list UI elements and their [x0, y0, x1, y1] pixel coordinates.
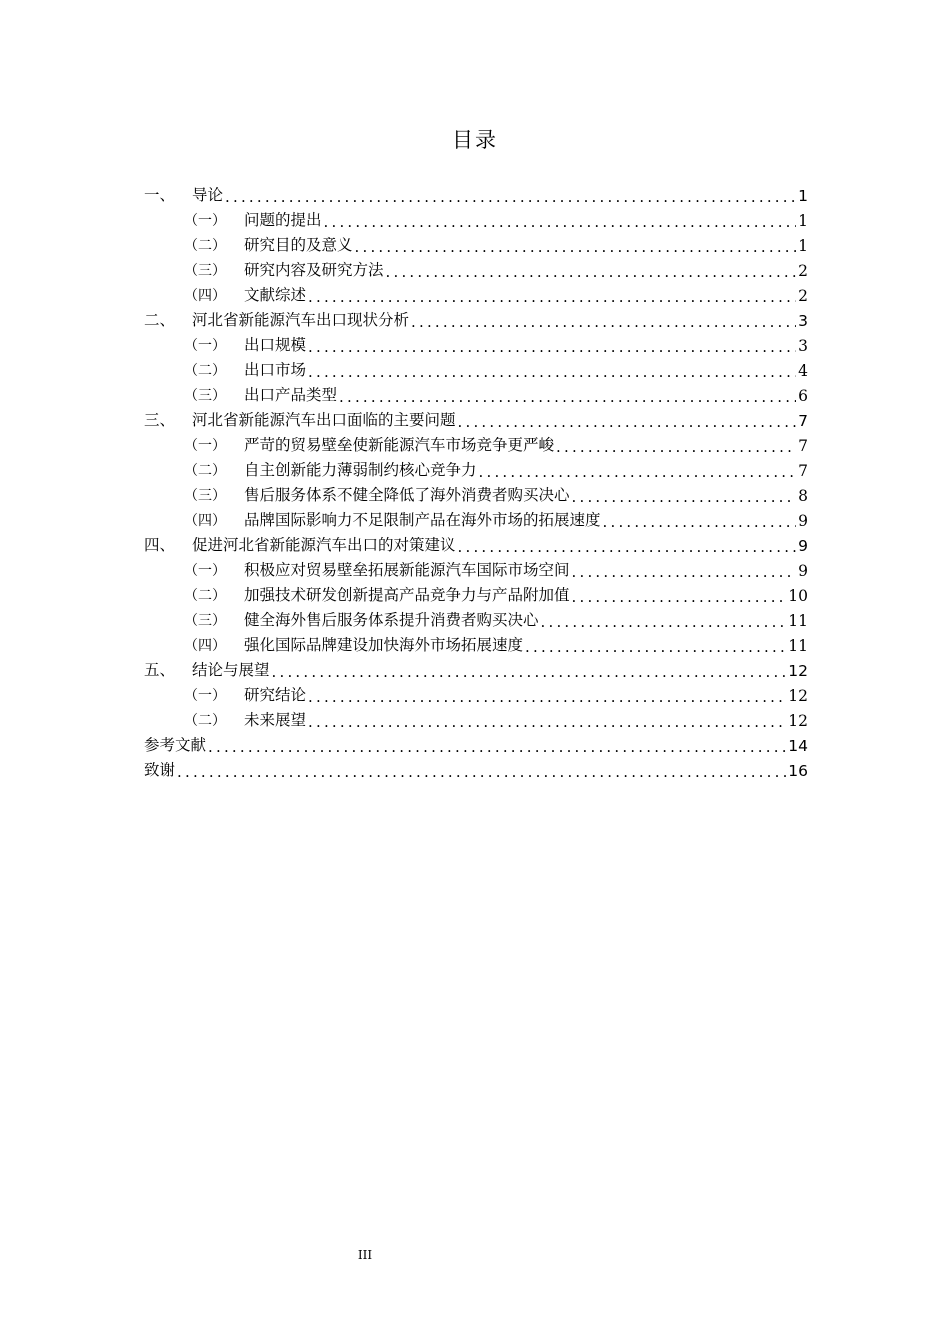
toc-entry-number: 二、 [144, 311, 176, 329]
toc-entry-number: （二） [184, 713, 226, 729]
toc-entry-number: （二） [184, 363, 226, 379]
toc-entry-number: 四、 [144, 536, 176, 554]
toc-entry-number: （一） [184, 438, 226, 454]
dot-leader [272, 665, 787, 680]
dot-leader [458, 540, 796, 555]
toc-entry-number: （四） [184, 288, 226, 304]
toc-entry-page: 2 [798, 287, 808, 305]
toc-entry-label: 河北省新能源汽车出口面临的主要问题 [192, 411, 456, 429]
toc-entry[interactable] [144, 755, 808, 780]
toc-entry-number: （二） [184, 238, 226, 254]
toc-entry-page: 4 [798, 362, 808, 380]
dot-leader [458, 415, 796, 430]
dot-leader [572, 590, 787, 605]
toc-entry[interactable] [144, 630, 808, 655]
footer-page-number: III [357, 1248, 373, 1262]
toc-entry[interactable] [144, 530, 808, 555]
toc-entry-label: 河北省新能源汽车出口现状分析 [192, 311, 410, 329]
toc-entry[interactable] [144, 380, 808, 405]
toc-entry-label: 问题的提出 [244, 211, 322, 229]
toc-entry[interactable] [144, 355, 808, 380]
toc-entry-label: 致谢 [144, 761, 176, 779]
table-of-contents [144, 180, 808, 780]
toc-entry-page: 16 [788, 762, 808, 780]
toc-entry-page: 11 [788, 637, 808, 655]
toc-entry-label: 出口产品类型 [244, 386, 338, 404]
toc-entry-number: （一） [184, 338, 226, 354]
toc-entry-number: （四） [184, 513, 226, 529]
dot-leader [572, 565, 796, 580]
dot-leader [339, 390, 796, 405]
dot-leader [308, 340, 796, 355]
toc-entry-label: 参考文献 [144, 736, 207, 754]
toc-entry-label: 售后服务体系不健全降低了海外消费者购买决心 [244, 486, 570, 504]
toc-entry-number: （二） [184, 588, 226, 604]
toc-entry-number: （一） [184, 213, 226, 229]
toc-entry[interactable] [144, 555, 808, 580]
dot-leader [572, 490, 796, 505]
dot-leader [308, 290, 796, 305]
toc-entry-number: （三） [184, 488, 226, 504]
toc-entry-page: 9 [798, 537, 808, 555]
toc-entry[interactable] [144, 230, 808, 255]
toc-entry-page: 7 [798, 462, 808, 480]
toc-entry-page: 8 [798, 487, 808, 505]
toc-entry-number: （四） [184, 638, 226, 654]
toc-entry-number: （一） [184, 563, 226, 579]
page-title: 目录 [452, 128, 498, 152]
toc-entry-page: 12 [788, 712, 808, 730]
dot-leader [324, 215, 796, 230]
toc-entry-label: 未来展望 [244, 711, 307, 729]
toc-entry-page: 3 [798, 312, 808, 330]
toc-entry-label: 研究内容及研究方法 [244, 261, 384, 279]
toc-entry-label: 健全海外售后服务体系提升消费者购买决心 [244, 611, 539, 629]
toc-entry[interactable] [144, 480, 808, 505]
toc-entry[interactable] [144, 455, 808, 480]
toc-entry-page: 11 [788, 612, 808, 630]
toc-entry-page: 7 [798, 412, 808, 430]
toc-entry[interactable] [144, 505, 808, 530]
toc-entry-page: 12 [788, 687, 808, 705]
toc-entry[interactable] [144, 205, 808, 230]
toc-entry-page: 3 [798, 337, 808, 355]
toc-entry-label: 结论与展望 [192, 661, 270, 679]
toc-entry-page: 9 [798, 562, 808, 580]
toc-entry-number: （三） [184, 613, 226, 629]
toc-entry-number: （三） [184, 263, 226, 279]
toc-entry-page: 1 [798, 212, 808, 230]
toc-entry-page: 9 [798, 512, 808, 530]
toc-entry-label: 品牌国际影响力不足限制产品在海外市场的拓展速度 [244, 511, 601, 529]
dot-leader [308, 365, 796, 380]
toc-entry[interactable] [144, 255, 808, 280]
toc-entry-number: （三） [184, 388, 226, 404]
toc-entry-label: 自主创新能力薄弱制约核心竞争力 [244, 461, 477, 479]
toc-entry[interactable] [144, 705, 808, 730]
toc-entry-number: 三、 [144, 411, 176, 429]
dot-leader [541, 615, 787, 630]
dot-leader [225, 190, 796, 205]
dot-leader [308, 690, 786, 705]
toc-entry-page: 1 [798, 237, 808, 255]
toc-entry-page: 10 [788, 587, 808, 605]
toc-entry-label: 促进河北省新能源汽车出口的对策建议 [192, 536, 456, 554]
toc-entry-number: （二） [184, 463, 226, 479]
toc-entry[interactable] [144, 180, 808, 205]
toc-entry[interactable] [144, 330, 808, 355]
toc-entry-page: 1 [798, 187, 808, 205]
toc-entry-label: 强化国际品牌建设加快海外市场拓展速度 [244, 636, 524, 654]
toc-entry[interactable] [144, 280, 808, 305]
toc-entry[interactable] [144, 730, 808, 755]
toc-entry-label: 出口规模 [244, 336, 307, 354]
dot-leader [525, 640, 786, 655]
dot-leader [208, 740, 786, 755]
dot-leader [479, 465, 796, 480]
toc-entry-label: 加强技术研发创新提高产品竞争力与产品附加值 [244, 586, 570, 604]
toc-entry-number: 一、 [144, 186, 176, 204]
dot-leader [355, 240, 796, 255]
dot-leader [177, 765, 786, 780]
toc-entry-label: 出口市场 [244, 361, 307, 379]
toc-entry-page: 14 [788, 737, 808, 755]
toc-entry[interactable] [144, 405, 808, 430]
toc-entry-label: 积极应对贸易壁垒拓展新能源汽车国际市场空间 [244, 561, 570, 579]
toc-entry-page: 7 [798, 437, 808, 455]
dot-leader [386, 265, 796, 280]
dot-leader [308, 715, 786, 730]
toc-entry[interactable] [144, 580, 808, 605]
toc-entry-page: 2 [798, 262, 808, 280]
toc-entry-number: （一） [184, 688, 226, 704]
toc-entry[interactable] [144, 680, 808, 705]
toc-entry-label: 研究目的及意义 [244, 236, 353, 254]
toc-entry-page: 6 [798, 387, 808, 405]
dot-leader [556, 440, 796, 455]
toc-entry[interactable] [144, 430, 808, 455]
toc-entry-page: 12 [788, 662, 808, 680]
toc-entry-label: 严苛的贸易壁垒使新能源汽车市场竞争更严峻 [244, 436, 555, 454]
toc-entry[interactable] [144, 605, 808, 630]
dot-leader [603, 515, 796, 530]
toc-entry-label: 导论 [192, 186, 224, 204]
dot-leader [411, 315, 796, 330]
toc-entry-label: 研究结论 [244, 686, 307, 704]
toc-entry[interactable] [144, 655, 808, 680]
toc-entry-label: 文献综述 [244, 286, 307, 304]
toc-entry-number: 五、 [144, 661, 176, 679]
toc-entry[interactable] [144, 305, 808, 330]
